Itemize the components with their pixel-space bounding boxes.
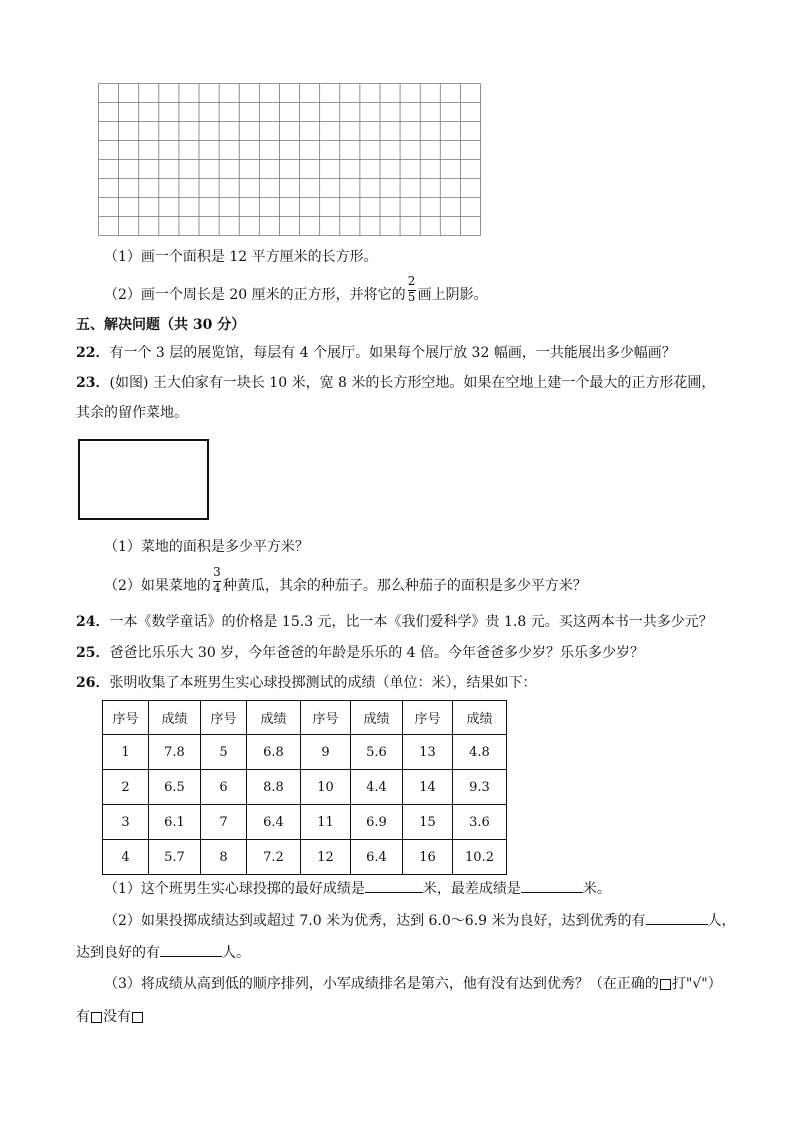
table-cell: 9.3: [453, 770, 507, 805]
question-number: 26．: [76, 675, 110, 691]
table-cell: 6: [201, 770, 247, 805]
q26-sub2-text: （2）如果投掷成绩达到或超过 7.0 米为优秀，达到 6.0～6.9 米为良好，达到优秀的有: [104, 913, 646, 929]
table-cell: 10: [301, 770, 351, 805]
question-25: [76, 643, 644, 663]
table-cell: 5.6: [351, 735, 403, 770]
section-title: 五、解决问题（共 30 分）: [76, 317, 246, 333]
table-cell: 6.5: [149, 770, 201, 805]
question-number: 24．: [76, 614, 110, 630]
column-header: 成绩: [351, 701, 403, 735]
q26-sub2-text: 人。: [222, 945, 250, 961]
table-cell: 7.8: [149, 735, 201, 770]
column-header: 成绩: [453, 701, 507, 735]
excellent-count-blank[interactable]: [646, 910, 708, 925]
table-cell: 9: [301, 735, 351, 770]
q26-sub1-text: （1）这个班男生实心球投掷的最好成绩是: [104, 881, 365, 897]
q26-sub1-text: 米，最差成绩是: [422, 881, 521, 897]
q23-sub2: [104, 565, 587, 596]
q26-sub1: [104, 878, 611, 899]
question-23-line2: 其余的留作菜地。: [76, 405, 188, 421]
table-cell: 5: [201, 735, 247, 770]
question-text: 张明收集了本班男生实心球投掷测试的成绩（单位：米），结果如下：: [109, 675, 537, 691]
q26-sub3-options: [76, 1007, 144, 1027]
table-cell: 10.2: [453, 840, 507, 875]
q23-sub1: （1）菜地的面积是多少平方米？: [104, 539, 309, 555]
question-number: 25．: [76, 645, 110, 661]
table-row: [103, 770, 507, 805]
worst-score-blank[interactable]: [521, 878, 583, 893]
table-cell: 7: [201, 805, 247, 840]
option-yes-checkbox[interactable]: [91, 1012, 102, 1023]
table-cell: 4.4: [351, 770, 403, 805]
column-header: 成绩: [247, 701, 301, 735]
score-table: [102, 700, 507, 875]
q21-sub2-text-before: （2）画一个周长是 20 厘米的正方形，并将它的: [104, 287, 406, 303]
table-cell: 6.9: [351, 805, 403, 840]
table-cell: 3: [103, 805, 149, 840]
question-number: 22．: [76, 345, 110, 361]
question-text: 一本《数学童话》的价格是 15.3 元，比一本《我们爱科学》贵 1.8 元。买这两本书一共多少元？: [109, 614, 713, 630]
column-header: 序号: [301, 701, 351, 735]
q26-sub3: [104, 974, 722, 994]
q21-sub1: （1）画一个面积是 12 平方厘米的长方形。: [104, 249, 378, 265]
table-cell: 1: [103, 735, 149, 770]
question-text: (如图) 王大伯家有一块长 10 米，宽 8 米的长方形空地。如果在空地上建一个最大的正方形花圃，: [109, 375, 716, 391]
column-header: 序号: [403, 701, 453, 735]
good-count-blank[interactable]: [160, 942, 222, 957]
q21-sub2: [104, 274, 488, 305]
q26-sub1-text: 米。: [582, 881, 611, 897]
question-23-line1: [76, 373, 715, 393]
option-no-checkbox[interactable]: [132, 1012, 143, 1023]
fraction-numerator: 2: [407, 274, 416, 288]
table-cell: 6.4: [247, 805, 301, 840]
q26-sub2-line2: [76, 942, 250, 963]
table-cell: 8: [201, 840, 247, 875]
table-cell: 4: [103, 840, 149, 875]
table-row: [103, 805, 507, 840]
option-no-label: 没有: [103, 1009, 131, 1025]
column-header: 序号: [201, 701, 247, 735]
question-text: 爸爸比乐乐大 30 岁，今年爸爸的年龄是乐乐的 4 倍。今年爸爸多少岁？乐乐多少岁？: [109, 645, 645, 661]
q26-sub2-text: 人，: [707, 913, 736, 929]
q23-sub2-text-before: （2）如果菜地的: [104, 578, 211, 594]
q26-sub3-text: （3）将成绩从高到低的顺序排列，小军成绩排名是第六，他有没有达到优秀？（在正确的: [104, 976, 659, 992]
question-22: [76, 343, 676, 363]
q26-sub2: [104, 910, 736, 931]
question-26: [76, 673, 536, 693]
q26-sub3-text: 打"√"）: [671, 976, 722, 992]
q23-sub2-text-after: 种黄瓜，其余的种茄子。那么种茄子的面积是多少平方米？: [222, 578, 587, 594]
fraction-denominator: 5: [407, 290, 416, 304]
table-cell: 11: [301, 805, 351, 840]
land-rectangle-figure: [78, 439, 209, 520]
option-yes-label: 有: [76, 1009, 90, 1025]
table-cell: 8.8: [247, 770, 301, 805]
table-cell: 7.2: [247, 840, 301, 875]
q26-sub2-text: 达到良好的有: [76, 945, 160, 961]
table-row: [103, 735, 507, 770]
table-cell: 6.1: [149, 805, 201, 840]
table-header-row: [103, 701, 507, 735]
fraction-denominator: 4: [213, 581, 221, 595]
table-cell: 12: [301, 840, 351, 875]
question-24: [76, 612, 713, 632]
question-number: 23．: [76, 375, 110, 391]
best-score-blank[interactable]: [365, 878, 423, 893]
table-cell: 15: [403, 805, 453, 840]
q21-sub2-text-after: 画上阴影。: [417, 287, 488, 303]
question-text: 有一个 3 层的展览馆，每层有 4 个展厅。如果每个展厅放 32 幅画，一共能展出多少幅画？: [109, 345, 676, 361]
table-row: [103, 840, 507, 875]
checkbox-icon: [660, 979, 671, 990]
fraction-two-fifths: [407, 274, 417, 305]
table-cell: 5.7: [149, 840, 201, 875]
table-cell: 16: [403, 840, 453, 875]
column-header: 成绩: [149, 701, 201, 735]
table-cell: 2: [103, 770, 149, 805]
fraction-numerator: 3: [213, 565, 221, 579]
drawing-grid: [98, 83, 481, 236]
table-cell: 4.8: [453, 735, 507, 770]
table-cell: 6.4: [351, 840, 403, 875]
table-cell: 13: [403, 735, 453, 770]
fraction-three-quarters: [212, 565, 222, 596]
table-cell: 14: [403, 770, 453, 805]
table-cell: 6.8: [247, 735, 301, 770]
table-cell: 3.6: [453, 805, 507, 840]
column-header: 序号: [103, 701, 149, 735]
